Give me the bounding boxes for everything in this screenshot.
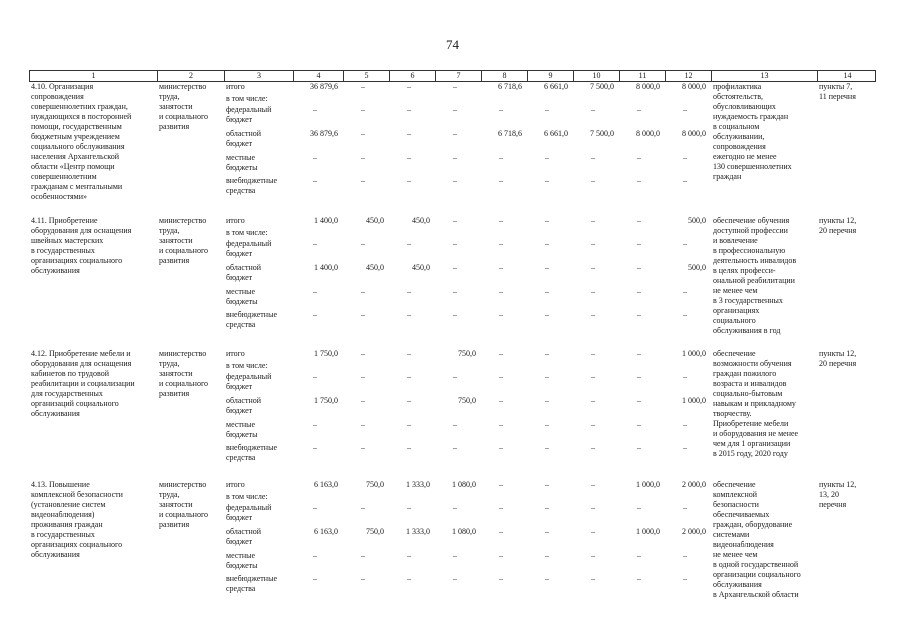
amount-cell: – bbox=[591, 349, 595, 358]
amount-cell: 7 500,0 bbox=[590, 129, 614, 138]
amount-cell: – bbox=[637, 349, 641, 358]
funding-source: в том числе: bbox=[226, 361, 268, 370]
amount-cell: – bbox=[453, 129, 457, 138]
amount-cell: – bbox=[361, 239, 365, 248]
funding-source: внебюджетные средства bbox=[226, 574, 277, 593]
amount-cell: – bbox=[545, 216, 549, 225]
amount-cell: – bbox=[637, 372, 641, 381]
amount-cell: 6 163,0 bbox=[314, 527, 338, 536]
header-cell: 2 bbox=[157, 71, 224, 81]
amount-cell: – bbox=[545, 480, 549, 489]
amount-cell: – bbox=[407, 176, 411, 185]
funding-source: областной бюджет bbox=[226, 527, 262, 546]
amount-cell: – bbox=[545, 574, 549, 583]
amount-cell: – bbox=[545, 396, 549, 405]
funding-source: федеральный бюджет bbox=[226, 372, 272, 391]
amount-cell: – bbox=[313, 443, 317, 452]
executor: министерство труда, занятости и социального развития bbox=[159, 216, 209, 265]
amount-cell: – bbox=[545, 153, 549, 162]
amount-cell: – bbox=[453, 239, 457, 248]
amount-cell: – bbox=[591, 396, 595, 405]
amount-cell: – bbox=[683, 105, 687, 114]
amount-cell: – bbox=[591, 527, 595, 536]
funding-source: внебюджетные средства bbox=[226, 443, 277, 462]
reference: пункты 12, 13, 20 перечня bbox=[819, 480, 857, 509]
amount-cell: – bbox=[683, 239, 687, 248]
amount-cell: – bbox=[361, 443, 365, 452]
funding-source: итого bbox=[226, 349, 245, 358]
reference: пункты 12, 20 перечня bbox=[819, 216, 857, 235]
amount-cell: 36 879,6 bbox=[310, 129, 338, 138]
table-header-row bbox=[29, 70, 876, 82]
header-cell: 11 bbox=[619, 71, 665, 81]
amount-cell: – bbox=[545, 287, 549, 296]
amount-cell: – bbox=[637, 551, 641, 560]
amount-cell: – bbox=[499, 480, 503, 489]
amount-cell: – bbox=[591, 239, 595, 248]
amount-cell: 1 400,0 bbox=[314, 263, 338, 272]
amount-cell: – bbox=[407, 372, 411, 381]
amount-cell: – bbox=[361, 176, 365, 185]
amount-cell: – bbox=[313, 153, 317, 162]
amount-cell: – bbox=[453, 372, 457, 381]
amount-cell: – bbox=[313, 239, 317, 248]
amount-cell: – bbox=[361, 574, 365, 583]
amount-cell: – bbox=[313, 105, 317, 114]
amount-cell: – bbox=[591, 420, 595, 429]
amount-cell: – bbox=[499, 551, 503, 560]
amount-cell: 36 879,6 bbox=[310, 82, 338, 91]
amount-cell: 6 718,6 bbox=[498, 82, 522, 91]
measure-name: 4.10. Организация сопровождения совершеннолетних граждан, нуждающихся в посторонней помощи, государственным бюджетным учреждением социального обслуживания населения Архангельской области «Центр помощи совершеннолетним гражданам с ментальными особенностями» bbox=[31, 82, 132, 201]
header-cell: 10 bbox=[573, 71, 619, 81]
amount-cell: – bbox=[499, 574, 503, 583]
reference: пункты 12, 20 перечня bbox=[819, 349, 857, 368]
amount-cell: 450,0 bbox=[366, 216, 384, 225]
amount-cell: – bbox=[545, 239, 549, 248]
amount-cell: – bbox=[545, 349, 549, 358]
page-number: 74 bbox=[446, 37, 459, 52]
amount-cell: – bbox=[637, 443, 641, 452]
amount-cell: – bbox=[499, 287, 503, 296]
amount-cell: – bbox=[453, 287, 457, 296]
amount-cell: 2 000,0 bbox=[682, 480, 706, 489]
amount-cell: – bbox=[499, 503, 503, 512]
amount-cell: – bbox=[313, 420, 317, 429]
amount-cell: – bbox=[545, 503, 549, 512]
amount-cell: 6 718,6 bbox=[498, 129, 522, 138]
amount-cell: – bbox=[545, 176, 549, 185]
amount-cell: – bbox=[407, 287, 411, 296]
amount-cell: – bbox=[407, 239, 411, 248]
funding-source: в том числе: bbox=[226, 94, 268, 103]
amount-cell: – bbox=[453, 153, 457, 162]
amount-cell: – bbox=[453, 263, 457, 272]
amount-cell: 6 661,0 bbox=[544, 129, 568, 138]
amount-cell: – bbox=[361, 372, 365, 381]
amount-cell: – bbox=[545, 420, 549, 429]
amount-cell: – bbox=[407, 105, 411, 114]
reference: пункты 7, 11 перечня bbox=[819, 82, 856, 101]
amount-cell: – bbox=[499, 396, 503, 405]
amount-cell: 1 000,0 bbox=[636, 527, 660, 536]
expected-result: профилактика обстоятельств, обусловливающих нуждаемость граждан в социальном обслуживании, сопровождения ежегодно не менее 130 совершеннолетних граждан bbox=[713, 82, 792, 181]
amount-cell: – bbox=[545, 372, 549, 381]
amount-cell: – bbox=[499, 527, 503, 536]
amount-cell: – bbox=[453, 310, 457, 319]
amount-cell: – bbox=[591, 105, 595, 114]
amount-cell: – bbox=[683, 176, 687, 185]
amount-cell: – bbox=[545, 310, 549, 319]
amount-cell: – bbox=[683, 551, 687, 560]
amount-cell: – bbox=[683, 287, 687, 296]
amount-cell: 1 333,0 bbox=[406, 527, 430, 536]
amount-cell: – bbox=[591, 574, 595, 583]
amount-cell: – bbox=[361, 105, 365, 114]
amount-cell: – bbox=[407, 396, 411, 405]
amount-cell: 450,0 bbox=[412, 263, 430, 272]
amount-cell: – bbox=[499, 443, 503, 452]
executor: министерство труда, занятости и социального развития bbox=[159, 82, 209, 131]
amount-cell: – bbox=[591, 287, 595, 296]
amount-cell: 500,0 bbox=[688, 216, 706, 225]
amount-cell: 1 080,0 bbox=[452, 480, 476, 489]
amount-cell: – bbox=[313, 176, 317, 185]
funding-source: внебюджетные средства bbox=[226, 310, 277, 329]
amount-cell: 450,0 bbox=[412, 216, 430, 225]
amount-cell: – bbox=[499, 310, 503, 319]
amount-cell: – bbox=[637, 574, 641, 583]
expected-result: обеспечение обучения доступной профессии и вовлечение в профессиональную деятельность инвалидов в целях професси- ональной реабилитации не менее чем в 3 государственных организациях социального обслуживания в год bbox=[713, 216, 797, 335]
funding-source: областной бюджет bbox=[226, 263, 262, 282]
amount-cell: – bbox=[407, 420, 411, 429]
amount-cell: – bbox=[499, 216, 503, 225]
amount-cell: – bbox=[637, 153, 641, 162]
amount-cell: – bbox=[407, 82, 411, 91]
amount-cell: 2 000,0 bbox=[682, 527, 706, 536]
amount-cell: – bbox=[499, 372, 503, 381]
amount-cell: – bbox=[591, 443, 595, 452]
amount-cell: – bbox=[361, 153, 365, 162]
amount-cell: – bbox=[499, 176, 503, 185]
amount-cell: – bbox=[683, 443, 687, 452]
amount-cell: – bbox=[591, 372, 595, 381]
amount-cell: 8 000,0 bbox=[682, 82, 706, 91]
header-cell: 13 bbox=[711, 71, 817, 81]
header-cell: 8 bbox=[481, 71, 527, 81]
amount-cell: 1 000,0 bbox=[636, 480, 660, 489]
amount-cell: 500,0 bbox=[688, 263, 706, 272]
amount-cell: – bbox=[407, 153, 411, 162]
header-cell: 7 bbox=[435, 71, 481, 81]
funding-source: итого bbox=[226, 216, 245, 225]
amount-cell: – bbox=[407, 551, 411, 560]
amount-cell: – bbox=[637, 239, 641, 248]
amount-cell: 1 333,0 bbox=[406, 480, 430, 489]
amount-cell: – bbox=[453, 420, 457, 429]
expected-result: обеспечение возможности обучения граждан пожилого возраста и инвалидов социально-бытовым навыкам и прикладному творчеству. Приобретение мебели и оборудования не менее чем для 1 организации в 2015 году, 2020 году bbox=[713, 349, 799, 458]
amount-cell: – bbox=[545, 105, 549, 114]
amount-cell: 1 080,0 bbox=[452, 527, 476, 536]
amount-cell: – bbox=[637, 396, 641, 405]
funding-source: местные бюджеты bbox=[226, 551, 258, 570]
amount-cell: 7 500,0 bbox=[590, 82, 614, 91]
amount-cell: 750,0 bbox=[366, 527, 384, 536]
amount-cell: – bbox=[545, 443, 549, 452]
amount-cell: – bbox=[637, 176, 641, 185]
amount-cell: – bbox=[499, 349, 503, 358]
amount-cell: – bbox=[453, 551, 457, 560]
amount-cell: – bbox=[361, 503, 365, 512]
funding-source: в том числе: bbox=[226, 492, 268, 501]
amount-cell: – bbox=[407, 443, 411, 452]
amount-cell: 750,0 bbox=[366, 480, 384, 489]
amount-cell: 1 000,0 bbox=[682, 349, 706, 358]
amount-cell: – bbox=[637, 287, 641, 296]
amount-cell: 450,0 bbox=[366, 263, 384, 272]
funding-source: областной бюджет bbox=[226, 396, 262, 415]
amount-cell: 1 750,0 bbox=[314, 349, 338, 358]
amount-cell: – bbox=[499, 239, 503, 248]
header-cell: 6 bbox=[389, 71, 435, 81]
amount-cell: 6 163,0 bbox=[314, 480, 338, 489]
amount-cell: – bbox=[361, 551, 365, 560]
amount-cell: – bbox=[683, 372, 687, 381]
amount-cell: – bbox=[453, 443, 457, 452]
amount-cell: – bbox=[591, 263, 595, 272]
header-cell: 4 bbox=[293, 71, 343, 81]
amount-cell: – bbox=[637, 310, 641, 319]
amount-cell: 8 000,0 bbox=[636, 129, 660, 138]
executor: министерство труда, занятости и социального развития bbox=[159, 349, 209, 398]
amount-cell: – bbox=[361, 287, 365, 296]
funding-source: в том числе: bbox=[226, 228, 268, 237]
amount-cell: 6 661,0 bbox=[544, 82, 568, 91]
header-cell: 14 bbox=[817, 71, 877, 81]
header-cell: 5 bbox=[343, 71, 389, 81]
header-cell: 9 bbox=[527, 71, 573, 81]
amount-cell: 750,0 bbox=[458, 349, 476, 358]
amount-cell: – bbox=[361, 129, 365, 138]
amount-cell: 8 000,0 bbox=[682, 129, 706, 138]
measure-name: 4.12. Приобретение мебели и оборудования для оснащения кабинетов по трудовой реабилитации и социализации для государственных организаций социального обслуживания bbox=[31, 349, 135, 418]
amount-cell: – bbox=[637, 263, 641, 272]
amount-cell: – bbox=[361, 349, 365, 358]
header-cell: 3 bbox=[224, 71, 293, 81]
amount-cell: – bbox=[453, 176, 457, 185]
amount-cell: – bbox=[407, 349, 411, 358]
amount-cell: – bbox=[591, 551, 595, 560]
expected-result: обеспечение комплексной безопасности обеспечиваемых граждан, оборудование системами видеонаблюдения не менее чем в одной государственной организации социального обслуживания в Архангельской области bbox=[713, 480, 801, 599]
amount-cell: – bbox=[591, 310, 595, 319]
amount-cell: – bbox=[591, 503, 595, 512]
funding-source: местные бюджеты bbox=[226, 287, 258, 306]
amount-cell: – bbox=[683, 153, 687, 162]
amount-cell: – bbox=[453, 574, 457, 583]
amount-cell: – bbox=[683, 420, 687, 429]
header-cell: 1 bbox=[91, 71, 96, 80]
amount-cell: – bbox=[453, 503, 457, 512]
amount-cell: – bbox=[453, 216, 457, 225]
amount-cell: – bbox=[407, 574, 411, 583]
amount-cell: – bbox=[313, 503, 317, 512]
amount-cell: – bbox=[591, 176, 595, 185]
amount-cell: – bbox=[637, 503, 641, 512]
funding-source: федеральный бюджет bbox=[226, 503, 272, 522]
amount-cell: 8 000,0 bbox=[636, 82, 660, 91]
amount-cell: – bbox=[591, 153, 595, 162]
amount-cell: – bbox=[407, 310, 411, 319]
amount-cell: – bbox=[637, 420, 641, 429]
amount-cell: – bbox=[499, 420, 503, 429]
amount-cell: 1 000,0 bbox=[682, 396, 706, 405]
amount-cell: – bbox=[637, 105, 641, 114]
funding-source: местные бюджеты bbox=[226, 153, 258, 172]
amount-cell: – bbox=[313, 372, 317, 381]
funding-source: итого bbox=[226, 82, 245, 91]
amount-cell: – bbox=[407, 503, 411, 512]
amount-cell: – bbox=[453, 82, 457, 91]
amount-cell: – bbox=[499, 263, 503, 272]
amount-cell: – bbox=[361, 310, 365, 319]
amount-cell: – bbox=[637, 216, 641, 225]
amount-cell: – bbox=[361, 396, 365, 405]
header-cell: 12 bbox=[665, 71, 711, 81]
amount-cell: – bbox=[453, 105, 457, 114]
measure-name: 4.13. Повышение комплексной безопасности (установление систем видеонаблюдения) проживания граждан в государственных организациях социального обслуживания bbox=[31, 480, 123, 559]
funding-source: итого bbox=[226, 480, 245, 489]
funding-source: федеральный бюджет bbox=[226, 239, 272, 258]
amount-cell: – bbox=[545, 551, 549, 560]
amount-cell: – bbox=[361, 82, 365, 91]
amount-cell: – bbox=[313, 310, 317, 319]
amount-cell: – bbox=[683, 574, 687, 583]
executor: министерство труда, занятости и социального развития bbox=[159, 480, 209, 529]
amount-cell: – bbox=[545, 527, 549, 536]
amount-cell: – bbox=[313, 287, 317, 296]
measure-name: 4.11. Приобретение оборудования для оснащения швейных мастерских в государственных организациях социального обслуживания bbox=[31, 216, 132, 275]
amount-cell: – bbox=[499, 153, 503, 162]
amount-cell: – bbox=[545, 263, 549, 272]
amount-cell: – bbox=[407, 129, 411, 138]
amount-cell: – bbox=[499, 105, 503, 114]
amount-cell: – bbox=[313, 574, 317, 583]
amount-cell: – bbox=[683, 503, 687, 512]
amount-cell: – bbox=[361, 420, 365, 429]
amount-cell: 1 400,0 bbox=[314, 216, 338, 225]
funding-source: областной бюджет bbox=[226, 129, 262, 148]
funding-source: федеральный бюджет bbox=[226, 105, 272, 124]
amount-cell: 750,0 bbox=[458, 396, 476, 405]
amount-cell: – bbox=[313, 551, 317, 560]
funding-source: внебюджетные средства bbox=[226, 176, 277, 195]
funding-source: местные бюджеты bbox=[226, 420, 258, 439]
amount-cell: 1 750,0 bbox=[314, 396, 338, 405]
amount-cell: – bbox=[683, 310, 687, 319]
program-table bbox=[29, 70, 876, 599]
amount-cell: – bbox=[591, 480, 595, 489]
amount-cell: – bbox=[591, 216, 595, 225]
